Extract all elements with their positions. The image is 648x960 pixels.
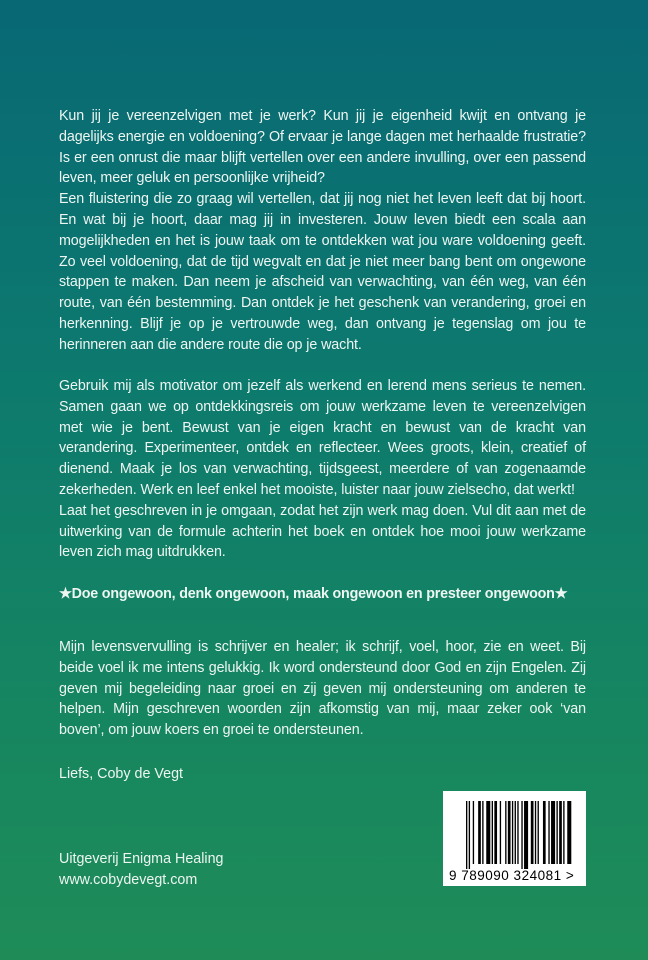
publisher-website: www.cobydevegt.com <box>59 871 198 888</box>
barcode-bar <box>466 801 467 869</box>
barcode-bar <box>556 801 557 864</box>
barcode-bar <box>512 801 513 864</box>
signature: Liefs, Coby de Vegt <box>59 766 183 782</box>
barcode-bar <box>494 801 497 864</box>
barcode-digits: 9 789090 324081 > <box>449 868 575 883</box>
barcode-bar <box>469 801 470 869</box>
author-section <box>59 637 586 741</box>
barcode-bar <box>551 801 555 864</box>
barcode-bar <box>567 801 571 864</box>
intro-paragraph-2: Een fluistering die zo graag wil vertellen, dat jij nog niet het leven leeft dat bij hoort. En wat bij je hoort, daar mag jij in investeren. Jouw leven biedt een scala aan mogelijkheden en het is jouw taak om te ontdekken wat jou ware voldoening geeft. Zo veel voldoening, dat de tijd wegvalt en dat je niet meer bang bent om ongewone stappen te maken. Dan neem je afscheid van verwachting, van één weg, van één route, van één bestemming. Dan ontdek je het geschenk van verandering, groei en herkenning. Blijf je op je vertrouwde weg, dan ontvang je tegenslag om jou te herinneren aan die andere route die op je wacht. <box>59 191 586 353</box>
barcode-bar <box>531 801 534 864</box>
barcode-bar <box>538 801 539 864</box>
barcode-bars <box>443 791 586 871</box>
barcode-bar <box>524 801 528 869</box>
barcode-bar <box>478 801 481 864</box>
barcode-bar <box>486 801 490 864</box>
motivation-paragraph-1: Gebruik mij als motivator om jezelf als werkend en lerend mens serieus te nemen. Samen gaan we op ontdekkingsreis om jouw werkzame leven te vereenzelvigen met wie je bent. Bewust van je eigen kracht en bewust van de kracht van verandering. Experimenteer, ontdek en reflecteer. Wees groots, klein, creatief of dienend. Maak je los van verwachting, tijdsgeest, meerdere of van zogenaamde zekerheden. Werk en leef enkel het mooiste, luister naar jouw zielsecho, dat werkt! <box>59 378 586 498</box>
barcode-bar <box>515 801 516 864</box>
motto: ★Doe ongewoon, denk ongewoon, maak ongewoon en presteer ongewoon★ <box>59 585 568 602</box>
barcode-bar <box>508 801 511 864</box>
barcode-bar <box>548 801 549 864</box>
barcode-bar <box>505 801 506 864</box>
intro-section <box>59 106 586 356</box>
intro-paragraph-1: Kun jij je vereenzelvigen met je werk? Kun jij je eigenheid kwijt en ontvang je dagelijks energie en voldoening? Of ervaar je lange dagen met herhaalde frustratie? Is er een onrust die maar blijft vertellen over een andere invulling, over een passend leven, meer geluk en persoonlijke vrijheid? <box>59 108 586 187</box>
barcode-bar <box>482 801 483 864</box>
barcode-bar <box>535 801 536 864</box>
barcode-bar <box>500 801 501 864</box>
publisher-info <box>59 849 224 891</box>
isbn-barcode <box>443 791 586 886</box>
barcode-bar <box>559 801 562 864</box>
barcode-bar <box>492 801 493 864</box>
barcode-bar <box>473 801 474 864</box>
author-paragraph: Mijn levensvervulling is schrijver en healer; ik schrijf, voel, hoor, zie en weet. Bij beide voel ik me intens gelukkig. Ik word ondersteund door God en zijn Engelen. Zij geven mij begeleiding naar groei en zij geven mij ondersteuning om anderen te helpen. Mijn geschreven woorden zijn afkomstig van mij, maar zeker ook ‘van boven’, om jouw koers en groei te ondersteunen. <box>59 639 586 739</box>
publisher-name: Uitgeverij Enigma Healing <box>59 851 224 867</box>
motivation-section <box>59 376 586 605</box>
barcode-bar <box>521 801 522 869</box>
barcode-bar <box>517 801 518 864</box>
barcode-bar <box>543 801 546 864</box>
barcode-bar <box>563 801 564 864</box>
motivation-paragraph-2: Laat het geschreven in je omgaan, zodat het zijn werk mag doen. Vul dit aan met de uitwerking van de formule achterin het boek en ontdek hoe mooi jouw werkzame leven zich mag uitdrukken. <box>59 502 586 561</box>
